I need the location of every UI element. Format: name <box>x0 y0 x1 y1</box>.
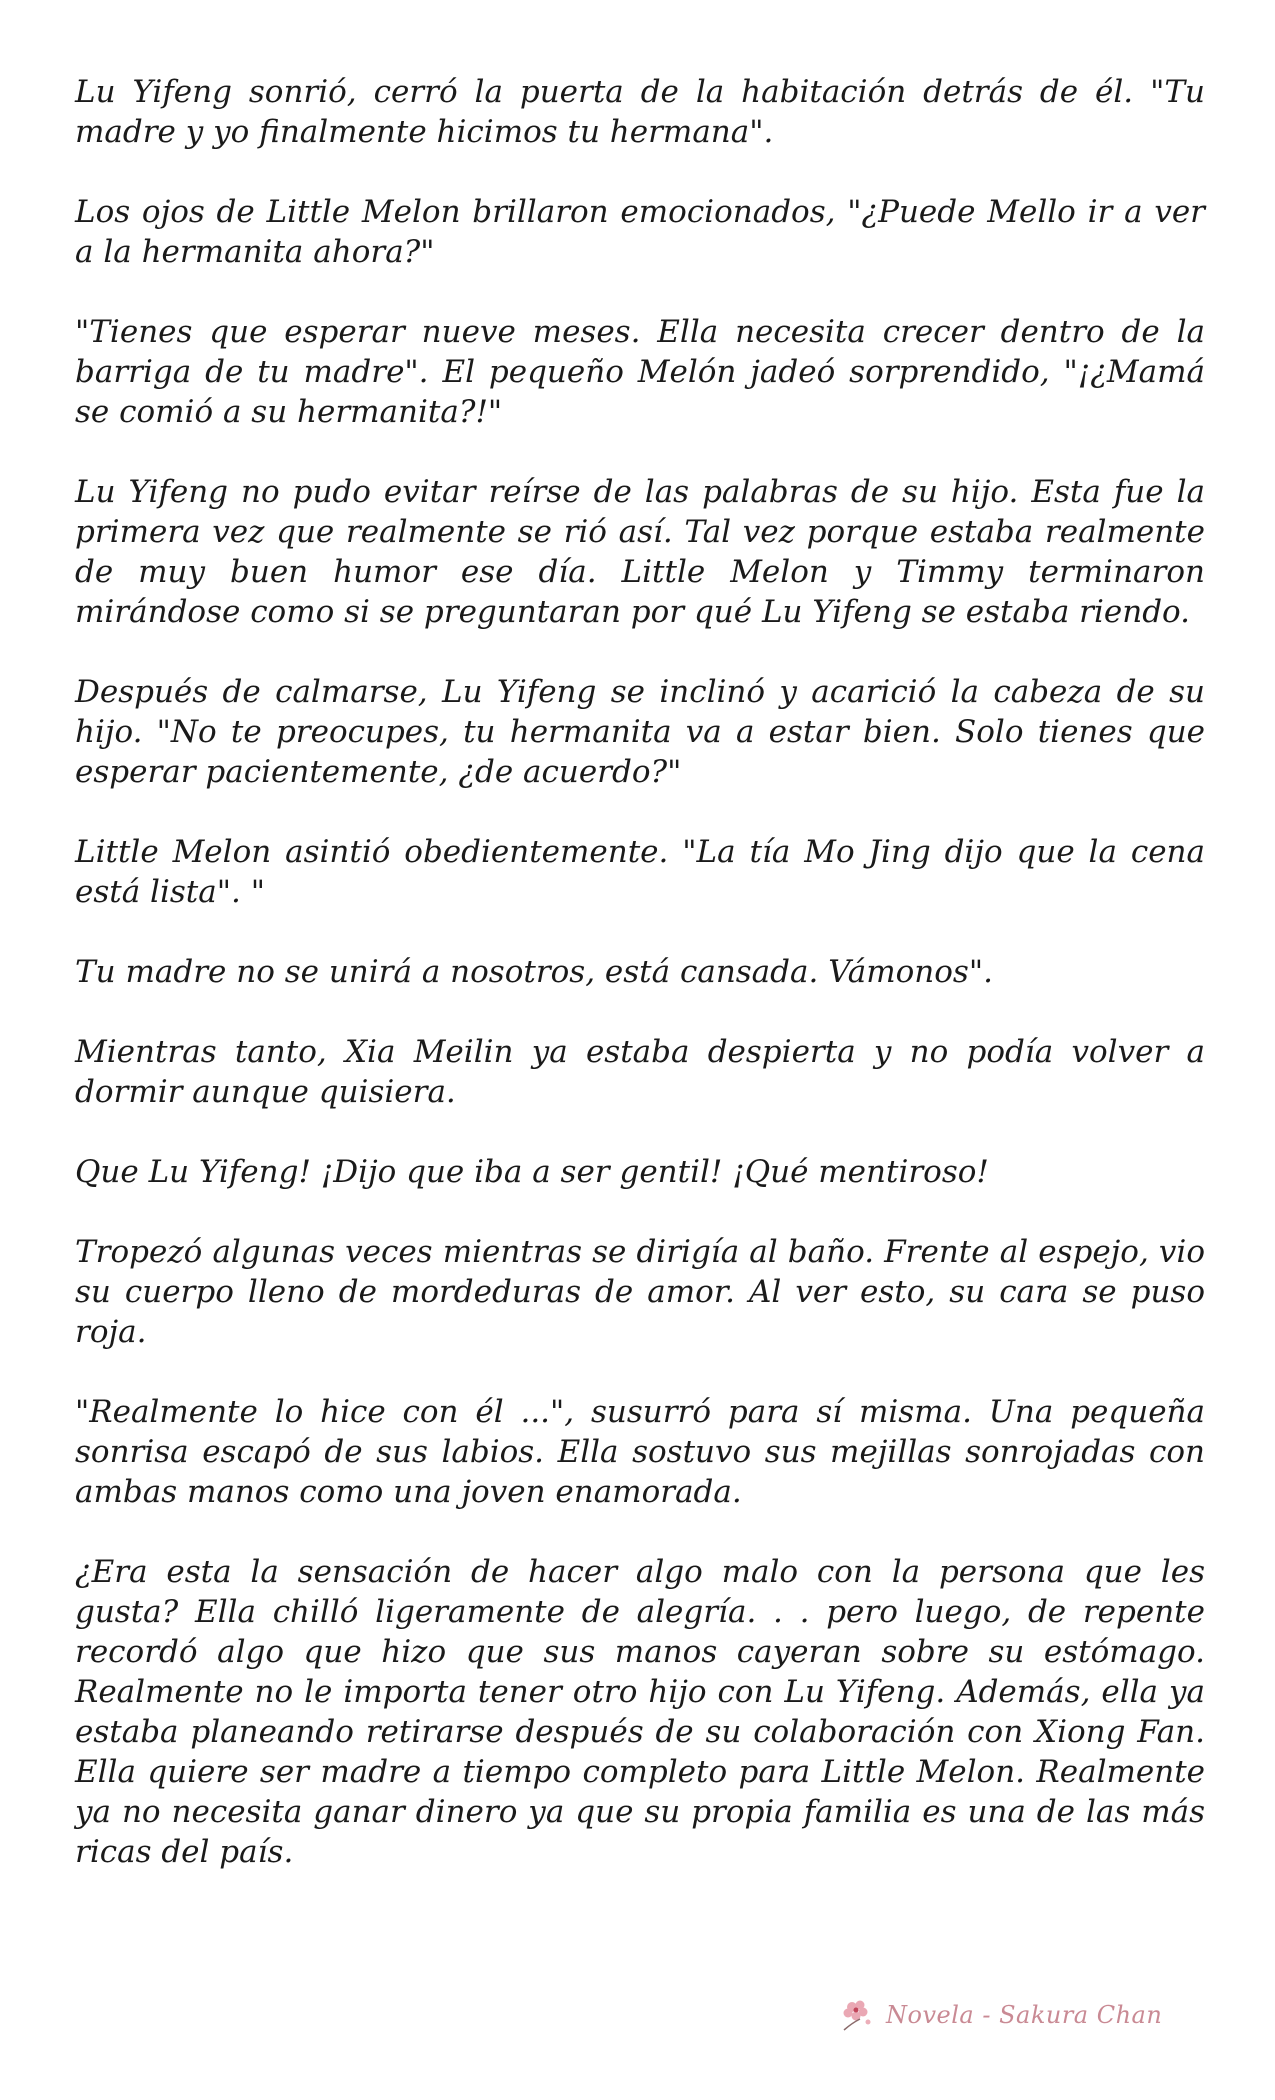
paragraph-12: ¿Era esta la sensación de hacer algo malo con la persona que les gusta? Ella chilló ligeramente de alegría. . . pero luego, de repente recordó algo que hizo que sus manos cayeran sobre su estómago. Realmente no le importa tener otro hijo con Lu Yifeng. Además, ella ya estaba planeando retirarse después de su colaboración con Xiong Fan. Ella quiere ser madre a tiempo completo para Little Melon. Realmente ya no necesita ganar dinero ya que su propia familia es una de las más ricas del país. <box>75 1554 1205 1870</box>
watermark-text: Novela - Sakura Chan <box>886 2001 1163 2029</box>
paragraph-11: "Realmente lo hice con él ...", susurró para sí misma. Una pequeña sonrisa escapó de sus labios. Ella sostuvo sus mejillas sonrojadas con ambas manos como una joven enamorada. <box>75 1394 1205 1510</box>
sakura-flower-icon <box>838 1997 878 2033</box>
paragraph-2: Los ojos de Little Melon brillaron emocionados, "¿Puede Mello ir a ver a la hermanita ahora?" <box>75 194 1205 270</box>
document-body <box>75 72 1205 1912</box>
paragraph-4: Lu Yifeng no pudo evitar reírse de las palabras de su hijo. Esta fue la primera vez que realmente se rió así. Tal vez porque estaba realmente de muy buen humor ese día. Little Melon y Timmy terminaron mirándose como si se preguntaran por qué Lu Yifeng se estaba riendo. <box>75 474 1205 630</box>
paragraph-5: Después de calmarse, Lu Yifeng se inclinó y acarició la cabeza de su hijo. "No te preocupes, tu hermanita va a estar bien. Solo tienes que esperar pacientemente, ¿de acuerdo?" <box>75 674 1205 790</box>
paragraph-6: Little Melon asintió obedientemente. "La tía Mo Jing dijo que la cena está lista". " <box>75 834 1205 910</box>
paragraph-7: Tu madre no se unirá a nosotros, está cansada. Vámonos". <box>75 954 993 990</box>
watermark <box>838 1995 1162 2035</box>
paragraph-9: Que Lu Yifeng! ¡Dijo que iba a ser gentil! ¡Qué mentiroso! <box>75 1154 989 1190</box>
paragraph-8: Mientras tanto, Xia Meilin ya estaba despierta y no podía volver a dormir aunque quisiera. <box>75 1034 1205 1110</box>
paragraph-3: "Tienes que esperar nueve meses. Ella necesita crecer dentro de la barriga de tu madre". El pequeño Melón jadeó sorprendido, "¡¿Mamá se comió a su hermanita?!" <box>75 314 1205 430</box>
paragraph-1: Lu Yifeng sonrió, cerró la puerta de la habitación detrás de él. "Tu madre y yo finalmente hicimos tu hermana". <box>75 74 1205 150</box>
paragraph-10: Tropezó algunas veces mientras se dirigía al baño. Frente al espejo, vio su cuerpo lleno de mordeduras de amor. Al ver esto, su cara se puso roja. <box>75 1234 1205 1350</box>
